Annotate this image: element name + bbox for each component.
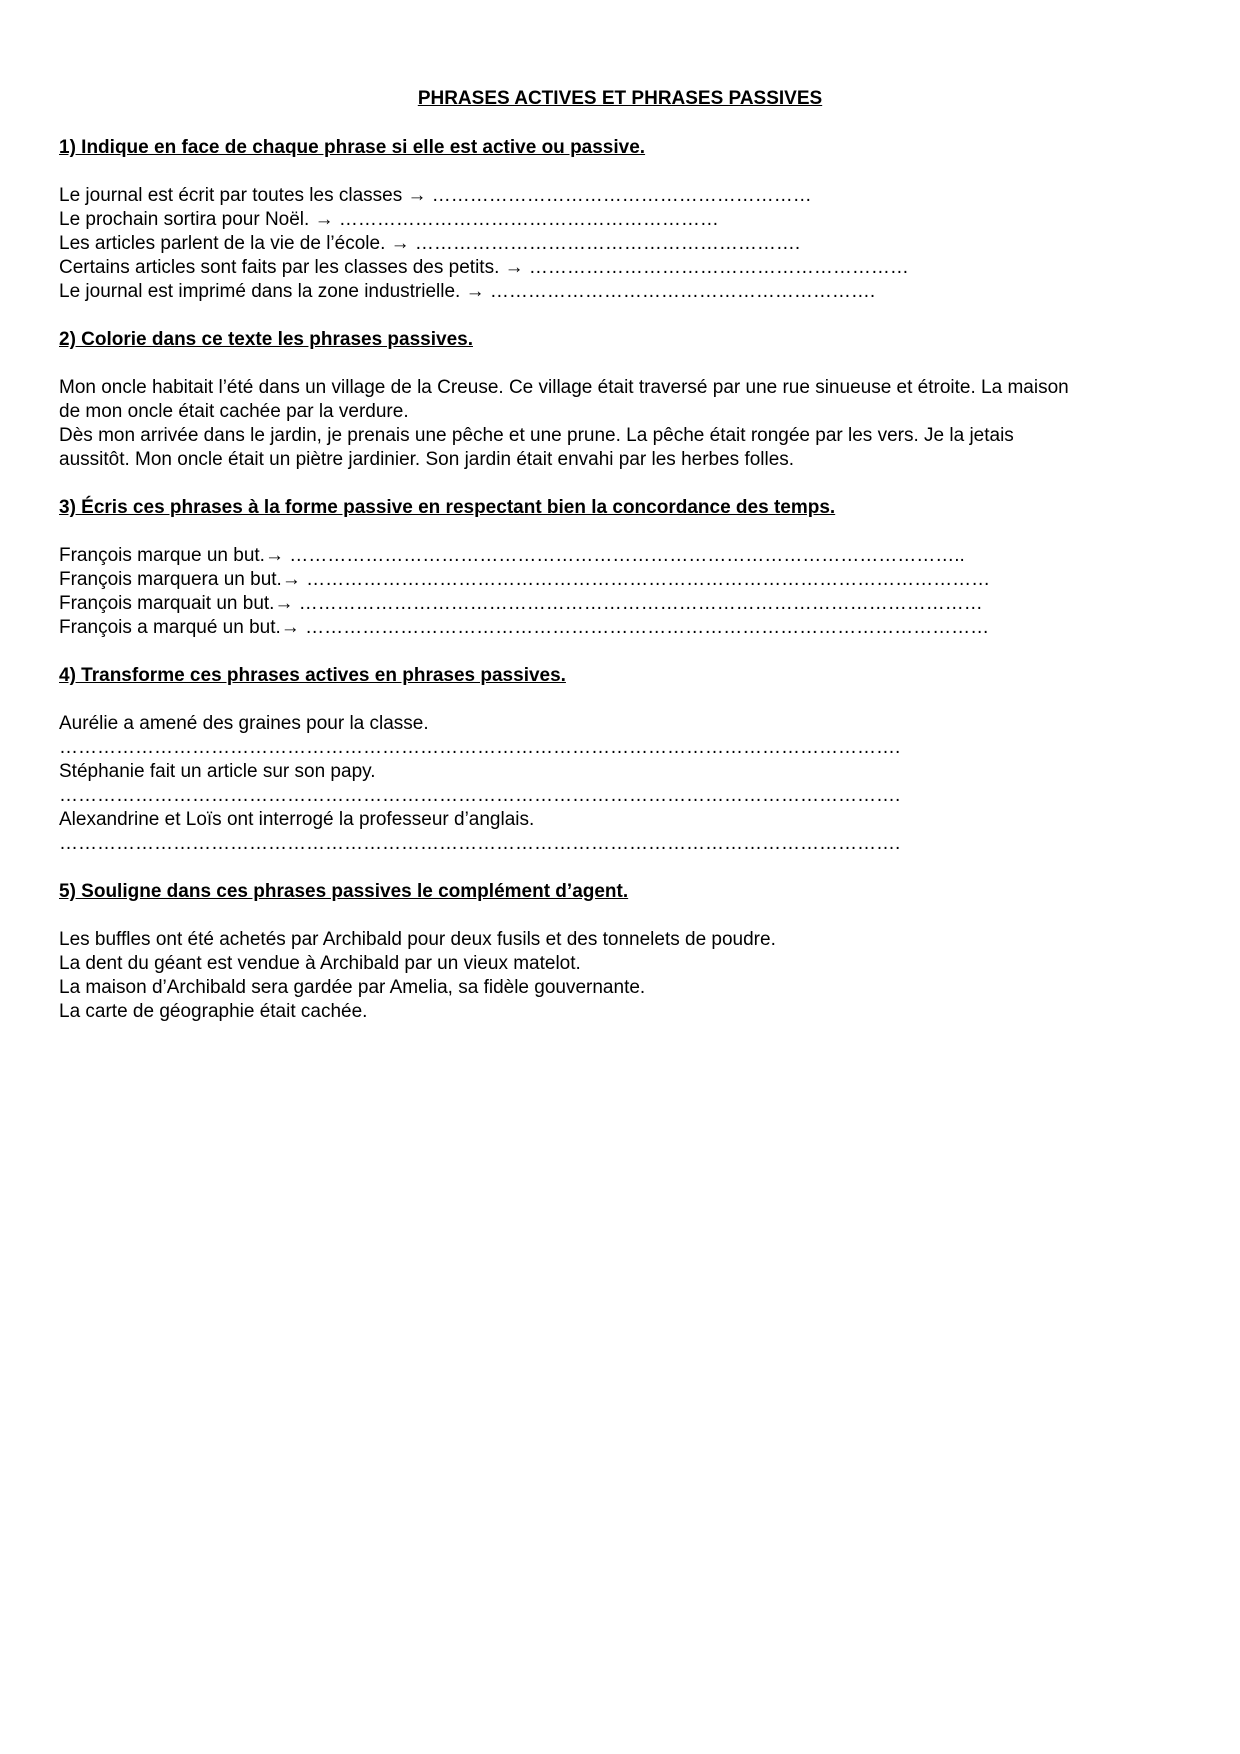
exercise-1-line: Certains articles sont faits par les classes des petits. → …………………………………………………… [59,257,909,278]
exercise-4-answer-line: ……………………………………………………………………………………………………………………. [59,833,901,854]
exercise-5-line: Les buffles ont été achetés par Archibald pour deux fusils et des tonnelets de poudre. [59,929,776,950]
exercise-3-line: François marque un but.→ …………………………………………………………………………………………….. [59,545,965,566]
exercise-4-answer-line: ……………………………………………………………………………………………………………………. [59,785,901,806]
page-title: PHRASES ACTIVES ET PHRASES PASSIVES [417,88,823,109]
exercise-1-line: Le prochain sortira pour Noël. → …………………………………………………… [59,209,719,230]
exercise-3-line: François a marqué un but.→ ……………………………………………………………………………………………… [59,617,990,638]
exercise-3-line: François marquera un but.→ ……………………………………………………………………………………………… [59,569,991,590]
exercise-1-line: Le journal est imprimé dans la zone industrielle. → ……………………………………………………. [59,281,876,302]
exercise-1-heading: 1) Indique en face de chaque phrase si elle est active ou passive. [59,137,646,158]
exercise-2-heading: 2) Colorie dans ce texte les phrases passives. [59,329,473,350]
exercise-2-text [59,376,1184,472]
exercise-3-line: François marquait un but.→ ……………………………………………………………………………………………… [59,593,983,614]
exercise-4-line: Alexandrine et Loïs ont interrogé la professeur d’anglais. [59,809,535,830]
exercise-2-line: Mon oncle habitait l’été dans un village de la Creuse. Ce village était traversé par une rue sinueuse et étroite. La maison [59,377,1069,398]
worksheet-content [59,136,1184,1048]
exercise-5-line: La maison d’Archibald sera gardée par Amelia, sa fidèle gouvernante. [59,977,646,998]
exercise-5-line: La carte de géographie était cachée. [59,1001,368,1022]
exercise-4-answer-line: ……………………………………………………………………………………………………………………. [59,737,901,758]
exercise-3-heading: 3) Écris ces phrases à la forme passive en respectant bien la concordance des temps. [59,497,836,518]
exercise-4-line: Aurélie a amené des graines pour la classe. [59,713,429,734]
exercise-2-line: Dès mon arrivée dans le jardin, je prenais une pêche et une prune. La pêche était rongée par les vers. Je la jetais [59,425,1014,446]
exercise-4-line: Stéphanie fait un article sur son papy. [59,761,376,782]
exercise-1-line: Le journal est écrit par toutes les classes → …………………………………………………… [59,185,812,206]
exercise-2-line: aussitôt. Mon oncle était un piètre jardinier. Son jardin était envahi par les herbes folles. [59,449,795,470]
exercise-5-line: La dent du géant est vendue à Archibald par un vieux matelot. [59,953,581,974]
exercise-2-line: de mon oncle était cachée par la verdure. [59,401,409,422]
exercise-5-sentences [59,928,1184,1024]
exercise-4-heading: 4) Transforme ces phrases actives en phrases passives. [59,665,566,686]
exercise-1-line: Les articles parlent de la vie de l’école. → ……………………………………………………. [59,233,801,254]
exercise-4-sentences [59,712,1184,856]
exercise-1-sentences [59,184,1184,304]
exercise-3-sentences [59,544,1184,640]
exercise-5-heading: 5) Souligne dans ces phrases passives le complément d’agent. [59,881,629,902]
